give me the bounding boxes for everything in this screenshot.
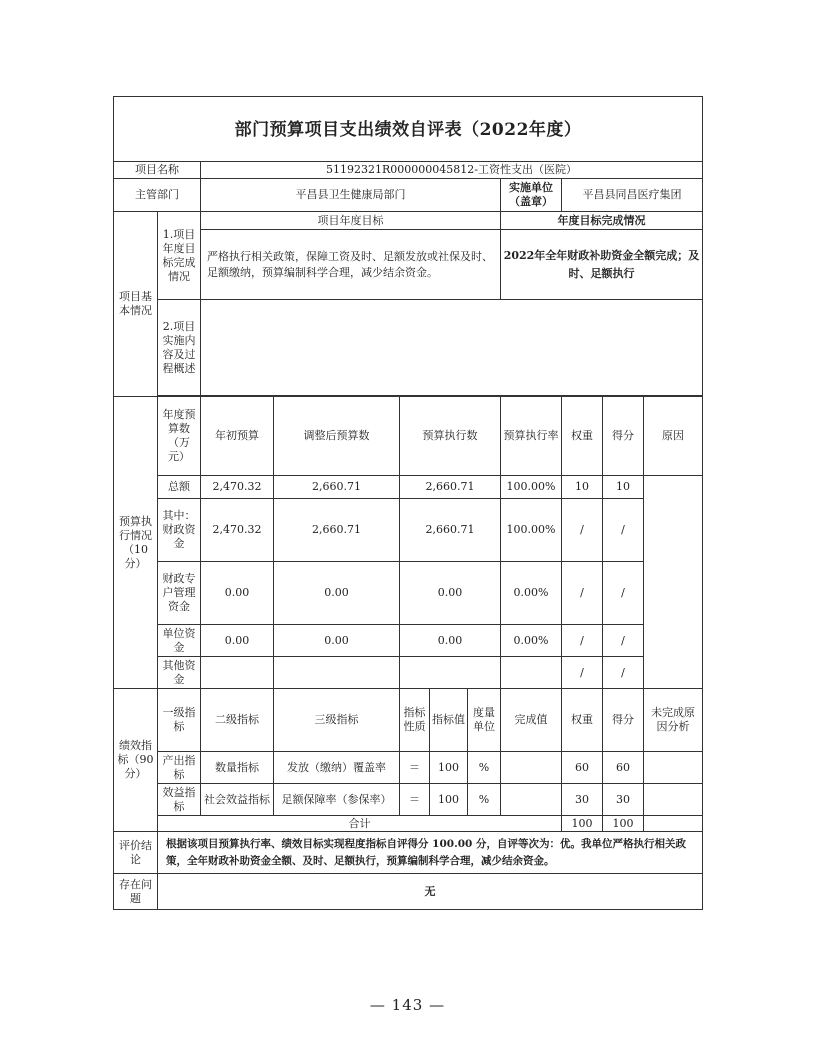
- page-number: — 143 —: [369, 996, 446, 1014]
- budget-executed-header: 预算执行数: [400, 397, 501, 476]
- perf-level2: 数量指标: [201, 752, 274, 784]
- total-row: [114, 816, 703, 832]
- table-row: [114, 752, 703, 784]
- budget-row-label: 总额: [158, 476, 201, 499]
- budget-rate: 0.00%: [501, 562, 562, 625]
- budget-rate-header: 预算执行率: [501, 397, 562, 476]
- budget-adjusted: [274, 657, 400, 689]
- evaluation-text: 根据该项目预算执行率、绩效目标实现程度指标自评得分 100.00 分，自评等次为：优。我单位严格执行相关政策，全年财政补助资金全额、及时、足额执行，预算编制科学合理，减少结余资金。: [158, 832, 703, 874]
- budget-executed: 2,660.71: [400, 499, 501, 562]
- budget-weight: /: [562, 625, 603, 657]
- perf-actual-header: 完成值: [501, 689, 562, 752]
- budget-executed: 2,660.71: [400, 476, 501, 499]
- performance-table: [113, 96, 703, 910]
- budget-executed: [400, 657, 501, 689]
- impl-text: [201, 300, 703, 396]
- perf-weight-header: 权重: [562, 689, 603, 752]
- budget-initial: 0.00: [201, 562, 274, 625]
- perf-section-label: 绩效指标（90分）: [114, 689, 158, 832]
- total-score: 100: [603, 816, 644, 832]
- perf-weight: 60: [562, 752, 603, 784]
- goal-header: 项目年度目标: [201, 212, 501, 230]
- budget-score-header: 得分: [603, 397, 644, 476]
- perf-level3: 足额保障率（参保率）: [274, 784, 400, 816]
- budget-initial-header: 年初预算: [201, 397, 274, 476]
- budget-adjusted: 2,660.71: [274, 499, 400, 562]
- impl-label: 2.项目实施内容及过程概述: [158, 300, 201, 396]
- perf-actual: [501, 784, 562, 816]
- budget-initial: [201, 657, 274, 689]
- table-title: 部门预算项目支出绩效自评表（2022年度）: [114, 97, 703, 162]
- table-row: [114, 562, 703, 625]
- perf-level1: 效益指标: [158, 784, 201, 816]
- dept-label: 主管部门: [114, 179, 201, 212]
- table-row: [114, 476, 703, 499]
- budget-score: /: [603, 625, 644, 657]
- budget-initial: 2,470.32: [201, 499, 274, 562]
- perf-score: 30: [603, 784, 644, 816]
- budget-weight: /: [562, 562, 603, 625]
- budget-adjusted: 0.00: [274, 625, 400, 657]
- budget-weight: 10: [562, 476, 603, 499]
- table-row: [114, 499, 703, 562]
- budget-score: /: [603, 499, 644, 562]
- total-label: 合计: [158, 816, 562, 832]
- budget-initial: 0.00: [201, 625, 274, 657]
- impl-unit-label: 实施单位 （盖章）: [501, 179, 562, 212]
- project-name-label: 项目名称: [114, 162, 201, 179]
- perf-nature: ＝: [400, 784, 430, 816]
- total-weight: 100: [562, 816, 603, 832]
- done-text: 2022年全年财政补助资金全额完成；及时、足额执行: [501, 230, 703, 300]
- perf-level3: 发放（缴纳）覆盖率: [274, 752, 400, 784]
- budget-rate: 100.00%: [501, 499, 562, 562]
- budget-weight-header: 权重: [562, 397, 603, 476]
- budget-row-label: 其他资金: [158, 657, 201, 689]
- perf-level2: 社会效益指标: [201, 784, 274, 816]
- perf-weight: 30: [562, 784, 603, 816]
- budget-score: /: [603, 657, 644, 689]
- budget-weight: /: [562, 499, 603, 562]
- performance-table-sheet: [113, 96, 702, 910]
- perf-reason: [644, 784, 703, 816]
- budget-executed: 0.00: [400, 625, 501, 657]
- table-row: [114, 657, 703, 689]
- budget-weight: /: [562, 657, 603, 689]
- total-reason: [644, 816, 703, 832]
- budget-score: 10: [603, 476, 644, 499]
- perf-level2-header: 二级指标: [201, 689, 274, 752]
- budget-row-label: 单位资金: [158, 625, 201, 657]
- table-row: [114, 625, 703, 657]
- evaluation-label: 评价结论: [114, 832, 158, 874]
- budget-adjusted-header: 调整后预算数: [274, 397, 400, 476]
- perf-reason: [644, 752, 703, 784]
- perf-level1-header: 一级指标: [158, 689, 201, 752]
- goal-label: 1.项目年度目标完成情况: [158, 212, 201, 300]
- dept-value: 平昌县卫生健康局部门: [201, 179, 501, 212]
- issues-label: 存在问题: [114, 874, 158, 910]
- budget-rate: 100.00%: [501, 476, 562, 499]
- perf-score-header: 得分: [603, 689, 644, 752]
- perf-value: 100: [430, 752, 468, 784]
- budget-section-label: 预算执行情况（10分）: [114, 397, 158, 689]
- table-row: [114, 784, 703, 816]
- budget-rate: 0.00%: [501, 625, 562, 657]
- perf-unit-header: 度量单位: [468, 689, 501, 752]
- budget-rate: [501, 657, 562, 689]
- perf-actual: [501, 752, 562, 784]
- budget-row-label: 其中：财政资金: [158, 499, 201, 562]
- budget-adjusted: 2,660.71: [274, 476, 400, 499]
- goal-text: 严格执行相关政策，保障工资及时、足额发放或社保及时、足额缴纳，预算编制科学合理，减少结余资金。: [201, 230, 501, 300]
- perf-score: 60: [603, 752, 644, 784]
- basic-section-label: 项目基本情况: [114, 212, 158, 397]
- impl-unit-value: 平昌县同昌医疗集团: [562, 179, 703, 212]
- budget-executed: 0.00: [400, 562, 501, 625]
- perf-value-header: 指标值: [430, 689, 468, 752]
- perf-level3-header: 三级指标: [274, 689, 400, 752]
- budget-reason: [644, 476, 703, 689]
- perf-nature-header: 指标性质: [400, 689, 430, 752]
- budget-score: /: [603, 562, 644, 625]
- project-name-value: 51192321R000000045812-工资性支出（医院）: [201, 162, 703, 179]
- budget-unit-header: 年度预算数（万元）: [158, 397, 201, 476]
- perf-unit: %: [468, 752, 501, 784]
- perf-level1: 产出指标: [158, 752, 201, 784]
- perf-unit: %: [468, 784, 501, 816]
- done-header: 年度目标完成情况: [501, 212, 703, 230]
- perf-value: 100: [430, 784, 468, 816]
- budget-adjusted: 0.00: [274, 562, 400, 625]
- budget-row-label: 财政专户管理资金: [158, 562, 201, 625]
- perf-reason-header: 未完成原因分析: [644, 689, 703, 752]
- issues-text: 无: [158, 874, 703, 910]
- budget-initial: 2,470.32: [201, 476, 274, 499]
- perf-nature: ＝: [400, 752, 430, 784]
- budget-reason-header: 原因: [644, 397, 703, 476]
